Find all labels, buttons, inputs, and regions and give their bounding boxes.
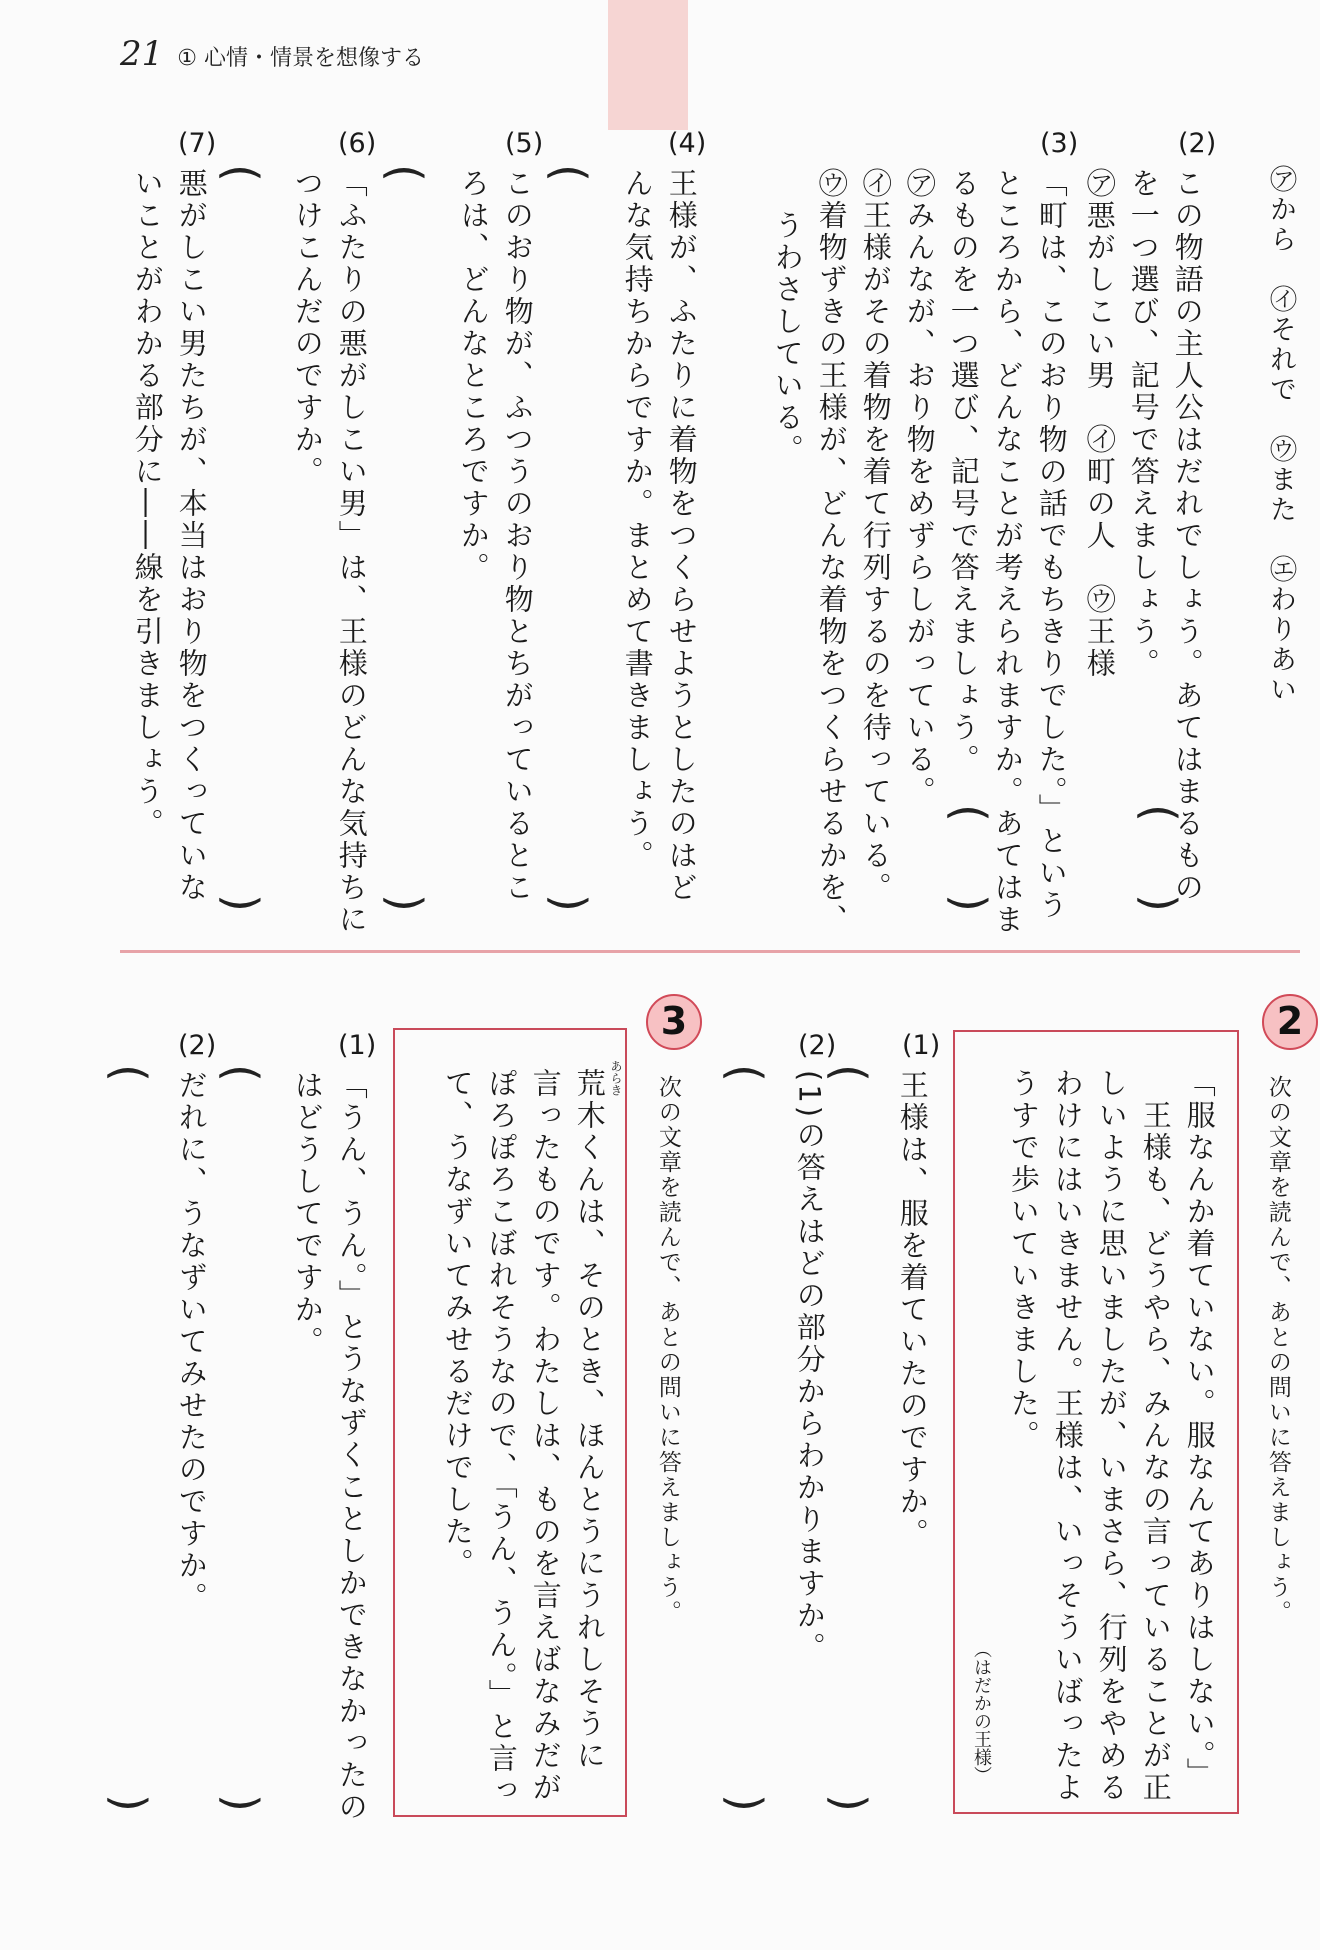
section-title: ① 心情・情景を想像する xyxy=(177,46,424,71)
q3-option-b: ㋑王様がその着物を着て行列するのを待っている。 xyxy=(858,168,893,904)
section-2-badge: 2 xyxy=(1262,994,1318,1050)
section-3-q1-paren-close[interactable]: ) xyxy=(213,1794,268,1812)
q4-answer-paren-close[interactable]: ) xyxy=(541,894,596,912)
section-2-source: （はだかの王様） xyxy=(971,1640,992,1784)
page-number: 21 xyxy=(120,34,164,74)
section-3-passage-line-1: 荒木くんは、そのとき、ほんとうにうれしそうに xyxy=(572,1068,607,1772)
q3-answer-paren-open[interactable]: ( xyxy=(941,804,996,822)
section-2-q1-text: 王様は、服を着ていたのですか。 xyxy=(895,1070,930,1550)
q6-number: (6) xyxy=(338,128,377,159)
section-2-q2-number: (2) xyxy=(798,1030,837,1061)
q4-line-2: んな気持ちからですか。まとめて書きましょう。 xyxy=(620,168,655,872)
section-2-passage-line-5: うすで歩いていきました。 xyxy=(1006,1068,1041,1452)
q4-line-1: 王様が、ふたりに着物をつくらせようとしたのはど xyxy=(664,168,699,904)
section-2-passage-line-1: 「服なんか着ていない。服なんてありはしない。」 xyxy=(1182,1068,1217,1790)
page-header xyxy=(120,34,424,74)
section-3-q1-number: (1) xyxy=(338,1030,377,1061)
section-2-q2-paren-open[interactable]: ( xyxy=(717,1064,772,1082)
section-2-q1-paren-open[interactable]: ( xyxy=(821,1064,876,1082)
q2-conjunction-options: ㋐から ㋑それで ㋒また ㋓わりあい xyxy=(1265,165,1296,705)
q7-line-2: いことがわかる部分に――線を引きましょう。 xyxy=(130,168,165,840)
section-3-q2-text: だれに、うなずいてみせたのですか。 xyxy=(174,1070,209,1614)
q5-answer-paren-close[interactable]: ) xyxy=(377,894,432,912)
q6-line-1: 「ふたりの悪がしこい男」は、王様のどんな気持ちに xyxy=(334,168,369,936)
section-2-q2-paren-close[interactable]: ) xyxy=(717,1794,772,1812)
section-3-ruby: あらき xyxy=(609,1060,623,1096)
q6-answer-paren-close[interactable]: ) xyxy=(213,894,268,912)
q3-number: (3) xyxy=(1040,128,1079,159)
section-3-q2-paren-open[interactable]: ( xyxy=(101,1064,156,1082)
section-3-q1-paren-open[interactable]: ( xyxy=(213,1064,268,1082)
q2-answer-paren-close[interactable]: ) xyxy=(1131,894,1186,912)
section-2-instruction: 次の文章を読んで、あとの問いに答えましょう。 xyxy=(1264,1075,1291,1625)
q3-option-c-cont: うわさしている。 xyxy=(770,210,805,466)
q2-line-1: この物語の主人公はだれでしょう。あてはまるもの xyxy=(1170,168,1205,904)
section-3-passage-line-4: て、うなずいてみせるだけでした。 xyxy=(440,1068,475,1580)
section-3-badge: 3 xyxy=(646,994,702,1050)
section-3-passage-line-2: 言ったものです。わたしは、ものを言えばなみだが xyxy=(528,1068,563,1804)
section-3-q1-line-2: はどうしてですか。 xyxy=(290,1070,325,1358)
q4-answer-paren-open[interactable]: ( xyxy=(541,164,596,182)
section-3-q2-paren-close[interactable]: ) xyxy=(101,1794,156,1812)
section-2-q1-paren-close[interactable]: ) xyxy=(821,1794,876,1812)
q4-number: (4) xyxy=(668,128,707,159)
q2-options: ㋐悪がしこい男 ㋑町の人 ㋒王様 xyxy=(1082,168,1117,680)
section-3-q1-line-1: 「うん、うん。」とうなずくことしかできなかったの xyxy=(334,1070,369,1824)
q2-answer-paren-open[interactable]: ( xyxy=(1131,804,1186,822)
section-divider xyxy=(120,950,1300,953)
q2-number: (2) xyxy=(1178,128,1217,159)
section-2-passage-line-4: わけにはいきません。王様は、いっそういばったよ xyxy=(1050,1068,1085,1804)
section-2-q1-number: (1) xyxy=(902,1030,941,1061)
q3-answer-paren-close[interactable]: ) xyxy=(941,894,996,912)
q5-number: (5) xyxy=(505,128,544,159)
q5-line-1: このおり物が、ふつうのおり物とちがっているとこ xyxy=(500,168,535,904)
q7-number: (7) xyxy=(178,128,217,159)
section-2-passage-line-2: 王様も、どうやら、みんなの言っていることが正 xyxy=(1138,1100,1173,1804)
q5-answer-paren-open[interactable]: ( xyxy=(377,164,432,182)
q3-option-a: ㋐みんなが、おり物をめずらしがっている。 xyxy=(902,168,937,808)
section-2-q2-text: (1)の答えはどの部分からわかりますか。 xyxy=(792,1070,827,1665)
section-3-instruction: 次の文章を読んで、あとの問いに答えましょう。 xyxy=(654,1075,681,1625)
q3-line-2: ところから、どんなことが考えられますか。あてはま xyxy=(990,168,1025,936)
pink-tab xyxy=(608,0,688,130)
q2-line-2: を一つ選び、記号で答えましょう。 xyxy=(1126,168,1161,680)
q6-line-2: つけこんだのですか。 xyxy=(290,168,325,488)
q7-line-1: 悪がしこい男たちが、本当はおり物をつくっていな xyxy=(174,168,209,904)
q3-line-1: 「町は、このおり物の話でもちきりでした。」という xyxy=(1034,168,1069,922)
q5-line-2: ろは、どんなところですか。 xyxy=(456,168,491,584)
section-2-passage-line-3: しいように思いましたが、いまさら、行列をやめる xyxy=(1094,1068,1129,1804)
q6-answer-paren-open[interactable]: ( xyxy=(213,164,268,182)
section-3-passage-line-3: ぽろぽろこぼれそうなので、「うん、うん。」と言っ xyxy=(484,1068,519,1807)
q3-line-3: るものを一つ選び、記号で答えましょう。 xyxy=(946,168,981,776)
section-3-q2-number: (2) xyxy=(178,1030,217,1061)
q3-option-c: ㋒着物ずきの王様が、どんな着物をつくらせるかを、 xyxy=(814,168,849,936)
